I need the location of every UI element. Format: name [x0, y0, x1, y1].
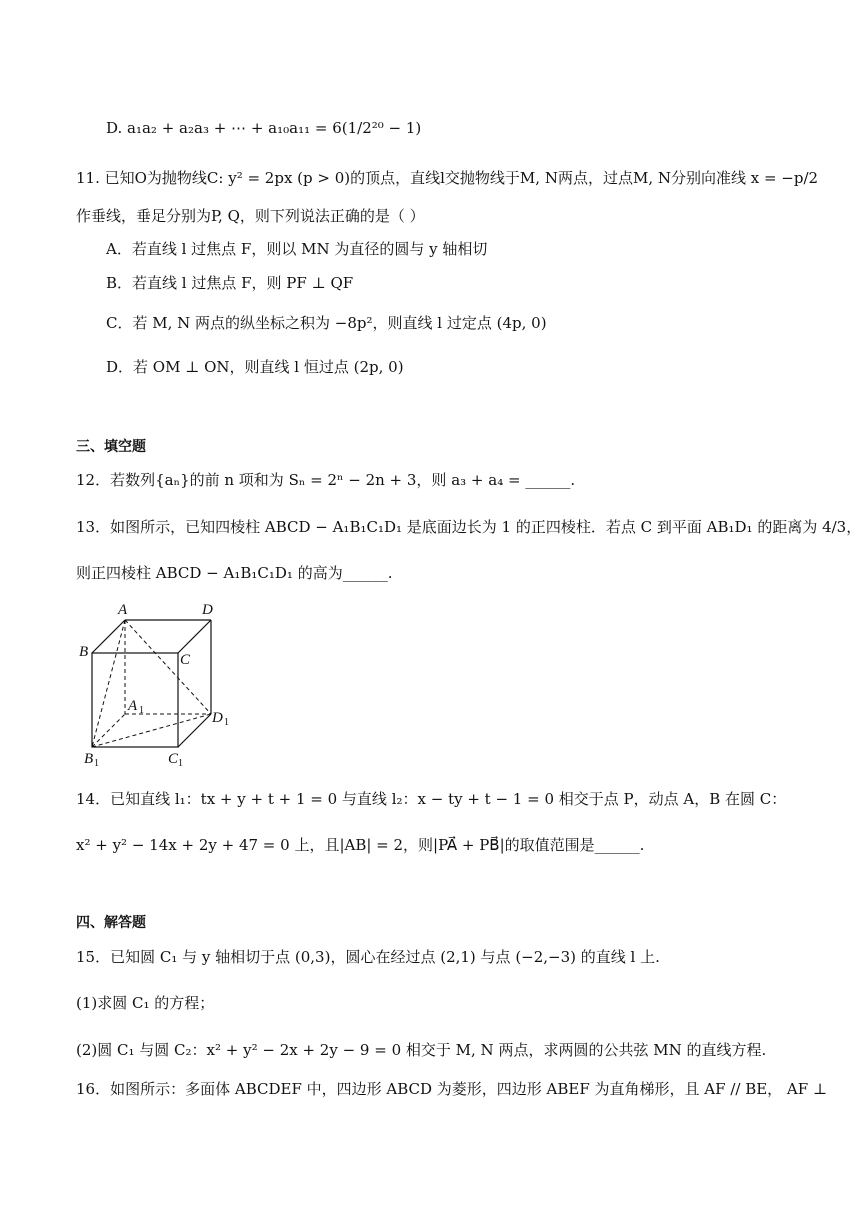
label-c1: C	[168, 751, 179, 767]
question-13-continued: 则正四棱柱 ABCD − A₁B₁C₁D₁ 的高为______.	[76, 564, 393, 582]
label-d1-sub: 1	[224, 717, 229, 728]
label-c: C	[180, 652, 191, 668]
label-d: D	[202, 602, 213, 618]
question-14-continued: x² + y² − 14x + 2y + 47 = 0 上，且|AB| = 2，则|PA⃗ + PB⃗|的取值范围是______.	[76, 836, 645, 854]
label-a: A	[118, 602, 128, 618]
label-b1-sub: 1	[94, 758, 99, 769]
question-15-part-1: (1)求圆 C₁ 的方程；	[76, 994, 215, 1012]
label-b: B	[79, 644, 89, 660]
question-11-option-b: B．若直线 l 过焦点 F，则 PF ⊥ QF	[106, 274, 354, 292]
question-13: 13．如图所示，已知四棱柱 ABCD − A₁B₁C₁D₁ 是底面边长为 1 的正四棱柱．若点 C 到平面 AB₁D₁ 的距离为 4/3，	[76, 518, 862, 536]
label-b1: B	[84, 751, 94, 767]
option-d-q10: D. a₁a₂ + a₂a₃ + ⋯ + a₁₀a₁₁ = 6(1/2²⁰ − 1)	[106, 119, 422, 137]
question-15-part-2: (2)圆 C₁ 与圆 C₂：x² + y² − 2x + 2y − 9 = 0 相交于 M, N 两点，求两圆的公共弦 MN 的直线方程.	[76, 1041, 767, 1059]
section-4-heading: 四、解答题	[76, 915, 146, 931]
label-a1-sub: 1	[139, 705, 144, 716]
question-11-stem-continued: 作垂线，垂足分别为P, Q，则下列说法正确的是（ ）	[76, 207, 425, 225]
question-12: 12．若数列{aₙ}的前 n 项和为 Sₙ = 2ⁿ − 2n + 3，则 a₃ + a₄ = ______.	[76, 471, 576, 489]
section-3-heading: 三、填空题	[76, 439, 146, 455]
label-c1-sub: 1	[178, 758, 183, 769]
question-11-stem: 11. 已知O为抛物线C: y² = 2px (p > 0)的顶点，直线l交抛物线于M, N两点，过点M, N分别向准线 x = −p/2	[76, 169, 819, 187]
question-11-option-a: A．若直线 l 过焦点 F，则以 MN 为直径的圆与 y 轴相切	[106, 240, 488, 258]
question-11-option-d: D．若 OM ⊥ ON，则直线 l 恒过点 (2p, 0)	[106, 358, 404, 376]
question-14: 14．已知直线 l₁：tx + y + t + 1 = 0 与直线 l₂：x − ty + t − 1 = 0 相交于点 P，动点 A，B 在圆 C：	[76, 790, 787, 808]
question-16: 16．如图所示：多面体 ABCDEF 中，四边形 ABCD 为菱形，四边形 ABEF 为直角梯形，且 AF // BE， AF ⊥	[76, 1080, 828, 1098]
prism-figure	[78, 598, 238, 770]
label-a1: A	[128, 698, 138, 714]
question-11-option-c: C．若 M, N 两点的纵坐标之积为 −8p²，则直线 l 过定点 (4p, 0)	[106, 314, 547, 332]
question-15: 15．已知圆 C₁ 与 y 轴相切于点 (0,3)，圆心在经过点 (2,1) 与点 (−2,−3) 的直线 l 上.	[76, 948, 660, 966]
label-d1: D	[212, 710, 223, 726]
